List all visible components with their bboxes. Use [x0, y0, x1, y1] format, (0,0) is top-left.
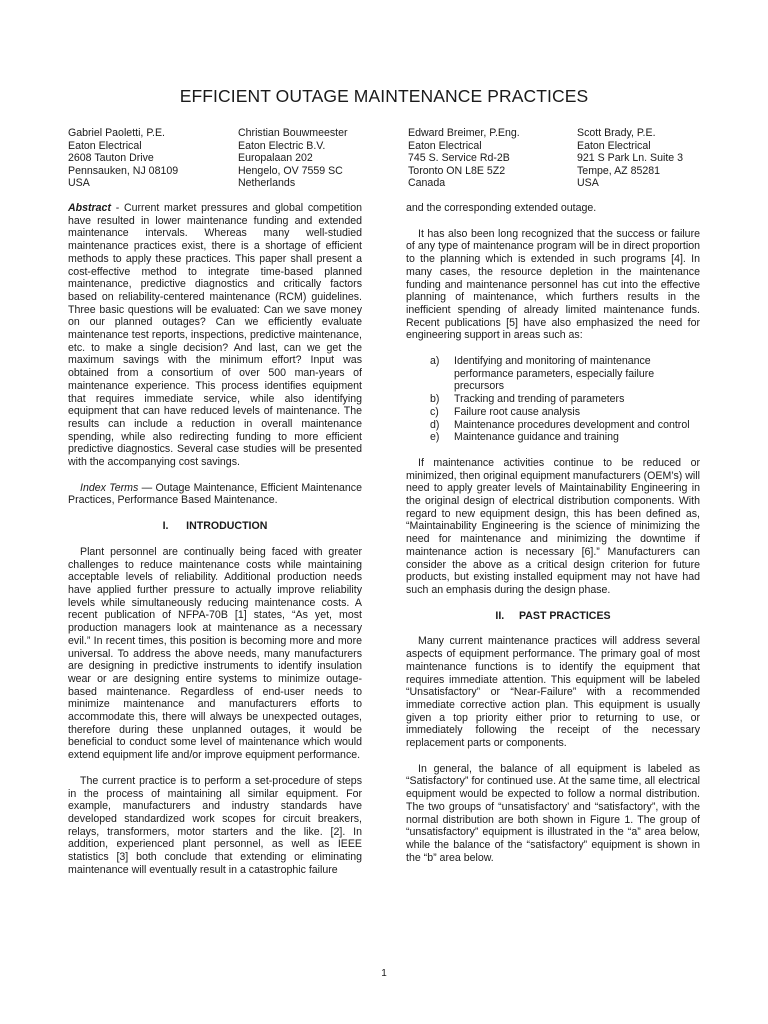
past-practices-paragraph-1: Many current maintenance practices will address several aspects of equipment performance. The primary goal of most maintenance functions is to identify the equipment that requires immediate attention. This equipment will be labeled “Unsatisfactory” or “Near-Failure” with a recommended immediate corrective action plan. This equipment is usually given a top priority either prior to returning to use, or immediately following the receipt of the necessary replacement parts or components. [406, 635, 700, 750]
index-terms-label: Index Terms [80, 481, 139, 494]
author-city: Hengelo, OV 7559 SC [238, 164, 343, 177]
maintainability-paragraph: If maintenance activities continue to be reduced or minimized, then original equipment manufacturers (OEM’s) will need to apply greater levels of Maintainability Engineering in the original design of electrical distribution components. With regard to new equipment design, this has been defined as, “Maintainability Engineering is the science of minimizing the need for maintenance and minimizing the downtime if maintenance action is necessary [6].” Manufacturers can consider the above as a critical design criterion for future products, but existing installed equipment may not have had such an emphasis during the design phase. [406, 456, 700, 596]
author-org: Eaton Electrical [577, 139, 651, 152]
author-block-1 [68, 127, 178, 190]
author-city: Tempe, AZ 85281 [577, 164, 661, 177]
left-column [68, 202, 362, 876]
author-country: USA [577, 177, 599, 190]
author-country: Canada [408, 177, 446, 190]
list-item-text: Identifying and monitoring of maintenance performance parameters, especially failure precursors [454, 355, 655, 393]
section-heading-introduction: I. INTRODUCTION [162, 520, 268, 533]
section-heading-past-practices: II. PAST PRACTICES [495, 609, 611, 622]
author-country: Netherlands [238, 177, 296, 190]
abstract-text: - Current market pressures and global competition have resulted in lower maintenance funding and extended maintenance intervals. Whereas many well-studied maintenance practices exist, there is a shortage of efficient methods to apply these practices. This paper shall present a cost-effective method to integrate time-based planned maintenance, predictive diagnostics and critically factors based on reliability-centered maintenance (RCM) guidelines. Three basic questions will be evaluated: Can we save money on our planned outages? Can we efficiently evaluate maintenance test reports, inspections, predictive maintenance, etc. to make a single decision? And last, can we get the maximum savings with the minimum effort? Input was obtained from a consortium of over 500 man-years of maintenance experience. This process identifies equipment that requires immediate service, while also identifying equipment that can have reduced levels of maintenance. The results can include a reduction in overall maintenance spending, while also redirecting funding to more efficient predictive diagnostics. Several case studies will be presented with the accompanying cost savings. [68, 202, 362, 469]
author-name: Edward Breimer, P.Eng. [408, 127, 520, 139]
author-city: Toronto ON L8E 5Z2 [408, 164, 506, 177]
list-item [430, 419, 700, 432]
author-org: Eaton Electric B.V. [238, 139, 326, 152]
engineering-support-list [406, 355, 700, 444]
list-item [430, 406, 700, 419]
author-name: Scott Brady, P.E. [577, 127, 656, 139]
continuation-paragraph: and the corresponding extended outage. [406, 202, 597, 214]
author-name: Christian Bouwmeester [238, 127, 348, 139]
list-item-text: Maintenance procedures development and control [454, 418, 690, 431]
author-org: Eaton Electrical [408, 139, 482, 152]
past-practices-paragraph-2: In general, the balance of all equipment is labeled as “Satisfactory” for continued use. At the same time, all electrical equipment would be expected to follow a normal distribution. The two groups of “unsatisfactory’ and “satisfactory”, with the normal distribution are both shown in Figure 1. The group of “unsatisfactory” equipment is illustrated in the “a” area below, while the balance of the “satisfactory” equipment is shown in the “b” area below. [406, 762, 700, 864]
author-block-4 [577, 127, 683, 190]
planning-paragraph: It has also been long recognized that the success or failure of any type of maintenance program will be in direct proportion to the planning which is extended in such programs [4]. In many cases, the resource depletion in the maintenance funding and maintenance personnel has cut into the effective planning of maintenance, which furthers results in the inefficient spending of already limited maintenance funds. Recent publications [5] have also emphasized the need for engineering support in areas such as: [406, 227, 700, 342]
author-address: 2608 Tauton Drive [68, 152, 154, 165]
list-marker: c) [430, 405, 439, 418]
list-marker: d) [430, 418, 440, 431]
list-marker: e) [430, 431, 440, 444]
author-address: 921 S Park Ln. Suite 3 [577, 152, 684, 165]
list-marker: a) [430, 355, 440, 368]
author-name: Gabriel Paoletti, P.E. [68, 127, 165, 139]
abstract-label: Abstract [68, 202, 111, 214]
author-country: USA [68, 177, 90, 190]
list-item-text: Maintenance guidance and training [454, 431, 619, 444]
abstract [68, 202, 362, 469]
list-item [430, 355, 700, 393]
intro-paragraph-2: The current practice is to perform a set-procedure of steps in the process of maintaining all similar equipment. For example, manufacturers and industry standards have developed standardized work scopes for circuit breakers, relays, transformers, motor starters and the like. [2]. In addition, experienced plant personnel, as well as IEEE statistics [3] both conclude that extending or eliminating maintenance will eventually result in a catastrophic failure [68, 774, 362, 876]
author-block-3 [408, 127, 520, 190]
page-number: 1 [381, 968, 387, 979]
author-org: Eaton Electrical [68, 139, 142, 152]
list-item [430, 393, 700, 406]
author-block-2 [238, 127, 348, 190]
list-marker: b) [430, 393, 440, 406]
list-item-text: Tracking and trending of parameters [454, 393, 625, 406]
index-terms [68, 482, 362, 507]
intro-paragraph-1: Plant personnel are continually being faced with greater challenges to reduce maintenance costs while maintaining acceptable levels of reliability. Additional production needs have applied further pressure to actually improve reliability levels while simultaneously reducing maintenance costs. A recent publication of NFPA-70B [1] states, “As yet, most production managers look at maintenance as a necessary evil.” In recent times, this position is becoming more and more universal. To address the above needs, many manufacturers are designing in predictive instruments to identify insulation wear or are designing entire systems to minimize outage-based maintenance. Regardless of end-user needs to minimize maintenance and manufacturers efforts to accommodate this, there will always be unexpected outages, therefore during these unplanned outages, it would be beneficial to conduct some level of maintenance which would extend equipment life and/or improve equipment performance. [68, 545, 362, 762]
paper-title: EFFICIENT OUTAGE MAINTENANCE PRACTICES [179, 86, 589, 106]
author-address: 745 S. Service Rd-2B [408, 152, 510, 165]
index-terms-text: — Outage Maintenance, Efficient Maintenance Practices, Performance Based Maintenance. [68, 481, 362, 507]
right-column [406, 202, 700, 864]
list-item-text: Failure root cause analysis [454, 405, 581, 418]
author-address: Europalaan 202 [238, 152, 313, 165]
author-city: Pennsauken, NJ 08109 [68, 164, 179, 177]
list-item [430, 431, 700, 444]
